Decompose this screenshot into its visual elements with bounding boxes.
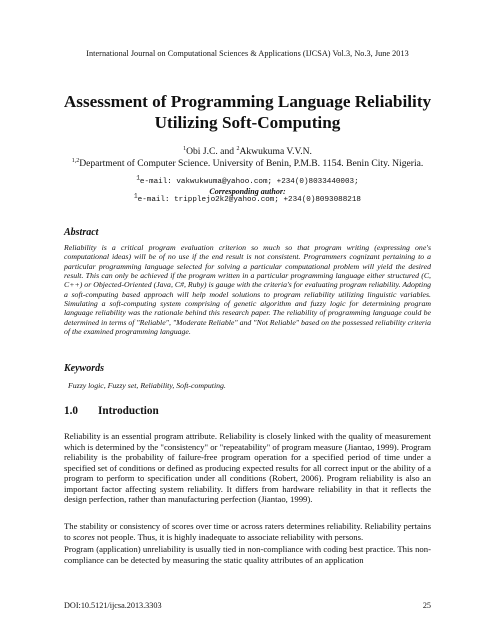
email2-superscript: 1 bbox=[134, 192, 138, 200]
intro-paragraph-2-emphasis: scores bbox=[72, 531, 95, 542]
email1-superscript: 1 bbox=[136, 174, 140, 182]
journal-header: International Journal on Computational Sciences & Applications (IJCSA) Vol.3, No.3, June 2013 bbox=[86, 49, 409, 58]
title-line-1: Assessment of Programming Language Reliability bbox=[63, 92, 432, 111]
email2-text: e-mail: tripplejo2k2@yahoo.com; +234(0)8093088218 bbox=[137, 196, 361, 204]
keywords-body: Fuzzy logic, Fuzzy set, Reliability, Soft-computing. bbox=[68, 381, 226, 390]
author1-name: Obi J.C. and bbox=[186, 146, 237, 157]
author1-superscript: 1 bbox=[183, 145, 187, 152]
author2-name: Akwukuma V.V.N. bbox=[239, 146, 312, 157]
footer-doi: DOI:10.5121/ijcsa.2013.3303 bbox=[64, 601, 162, 610]
abstract-body: Reliability is a critical program evaluation criterion so much so that program writing (expressing one's computational ideas) will be of no use if the end result is not consistent. Programmers cognizant pertaining to a particular programming language selected for solving a particular computational problem will yield the desired result. This can only be achieved if the program written in a particular programming language either structured (C, C++) or Objected-Oriented (Java, C#, Ruby) is gauge with the criteria's for evaluating program reliability. Adopting a soft-computing based approach will help model solutions to program reliability utilizing linguistic variables. Simulating a soft-computing system comprising of genetic algorithm and fuzzy logic for determining program language reliability was the rationale behind this research paper. The reliability of programming language could be determined in terms of "Reliable", "Moderate Reliable" and "Not Reliable" based on the possessed reliability criteria of the examined programming language. bbox=[64, 243, 431, 337]
intro-paragraph-2-start: The stability or consistency of scores over time or across raters determines reliability. Reliability pertains to bbox=[64, 521, 431, 542]
introduction-heading bbox=[64, 405, 159, 417]
authors bbox=[0, 146, 495, 158]
title-line-2: Utilizing Soft-Computing bbox=[154, 113, 341, 132]
intro-paragraph-1: Reliability is an essential program attribute. Reliability is closely linked with the quality of measurement which is determined by the "consistency" or "repeatability" of program measure (Jiantao, 1999). Program reliability is the probability of failure-free program operation for a specified period of time under a specified set of conditions or defined as producing expected results for all correct input or the ability of a program to perform to specification under all conditions (Robert, 2006). Program reliability is also an important factor affecting system reliability. It differs from hardware reliability in that it reflects the design perfection, rather than manufacturing perfection (Jiantao, 1999). bbox=[64, 431, 431, 505]
paper-title bbox=[0, 91, 495, 133]
introduction-title: Introduction bbox=[98, 405, 159, 417]
intro-paragraph-2 bbox=[64, 521, 431, 542]
keywords-heading: Keywords bbox=[64, 363, 104, 374]
email-line-2 bbox=[0, 192, 495, 205]
intro-paragraph-2-end: not people. Thus, it is highly inadequate to associate reliability with persons. bbox=[94, 531, 364, 542]
author2-superscript: 2 bbox=[236, 145, 240, 152]
intro-paragraph-3: Program (application) unreliability is usually tied in non-compliance with coding best practice. This non-compliance can be detected by measuring the static quality attributes of an application bbox=[64, 544, 431, 565]
corresponding-author-label: Corresponding author: bbox=[209, 187, 286, 196]
introduction-number: 1.0 bbox=[64, 405, 78, 417]
footer-page-number: 25 bbox=[422, 601, 431, 610]
affiliation bbox=[70, 158, 425, 170]
affiliation-text: Department of Computer Science. University of Benin, P.M.B. 1154. Benin City. Nigeria. bbox=[79, 158, 424, 169]
affiliation-superscript: 1,2 bbox=[71, 157, 80, 164]
email1-text: e-mail: vakwukwuma@yahoo.com; +234(0)8033440003; bbox=[139, 178, 359, 186]
email-line-1 bbox=[0, 174, 495, 187]
abstract-heading: Abstract bbox=[64, 227, 99, 238]
